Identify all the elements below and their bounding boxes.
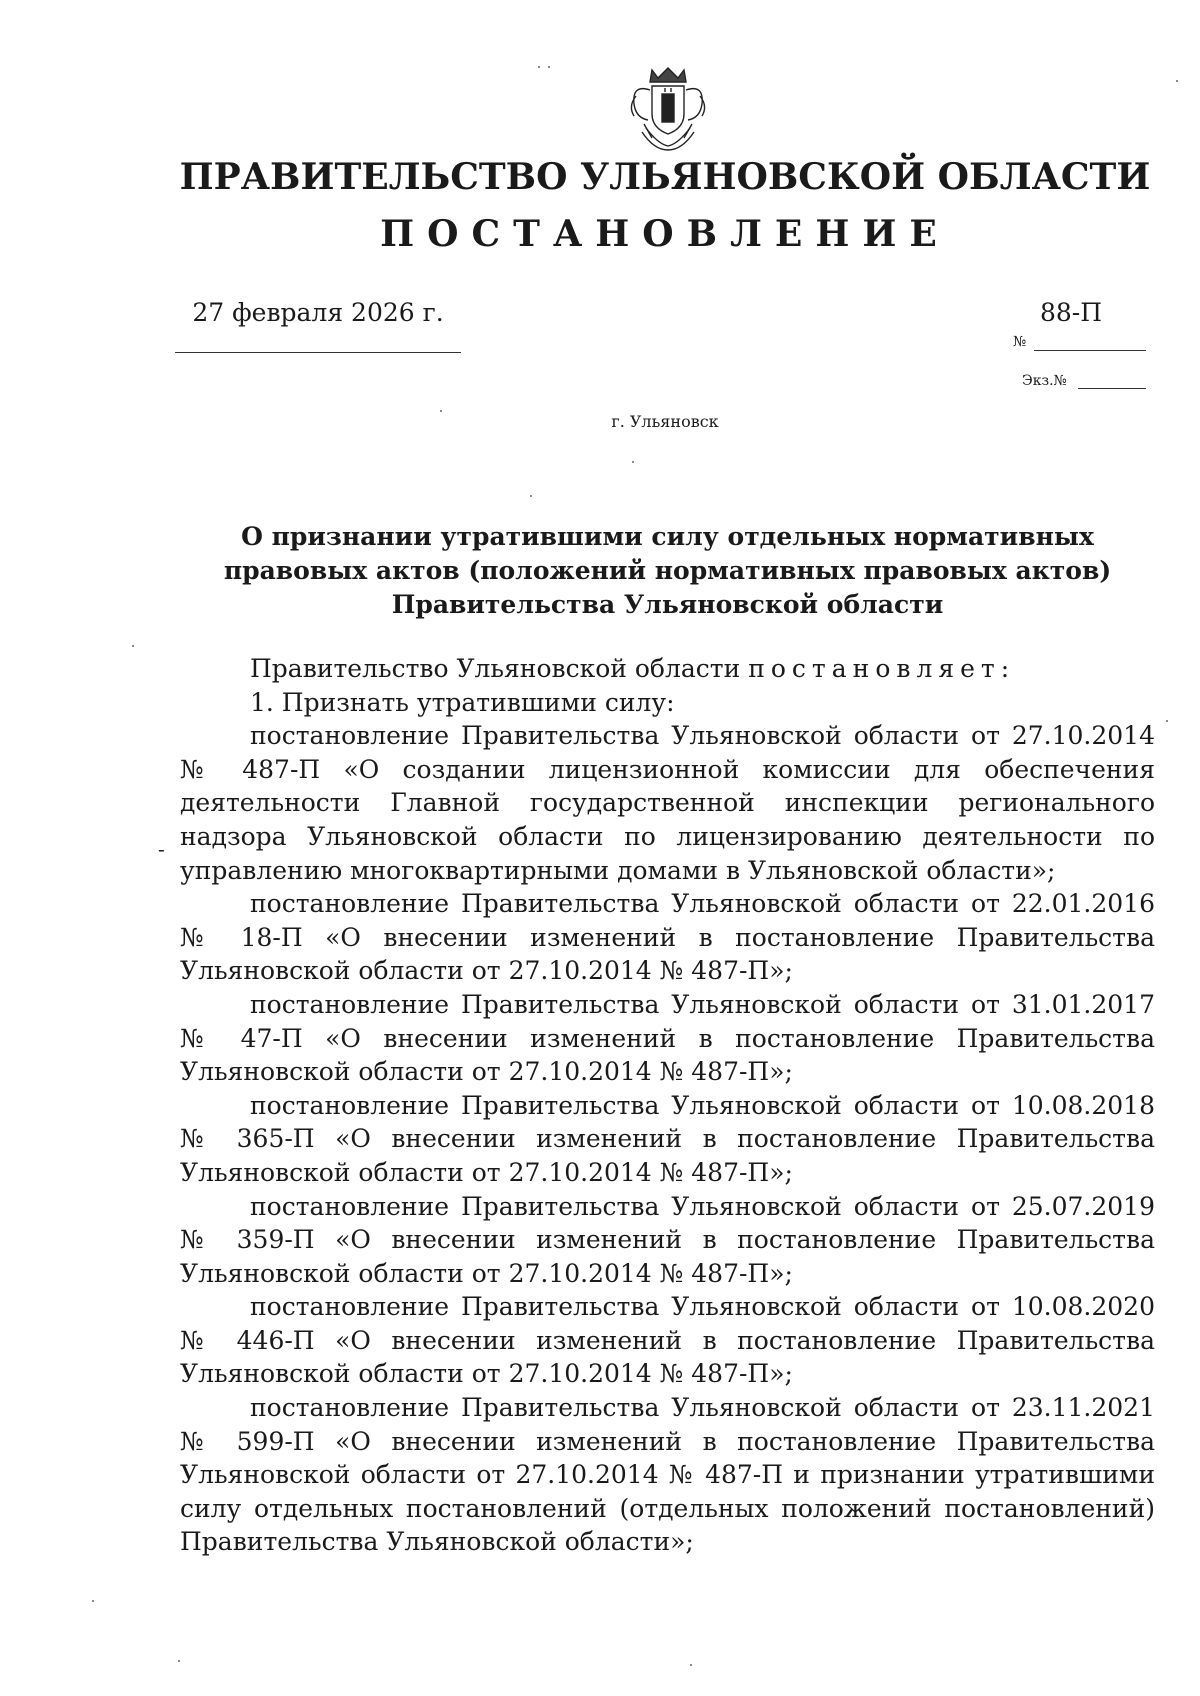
document-number: 88-П xyxy=(1040,298,1103,327)
scan-speck xyxy=(1166,720,1168,722)
preamble xyxy=(180,652,1155,686)
scan-speck xyxy=(178,1660,180,1662)
scan-speck xyxy=(1176,80,1178,82)
scan-speck xyxy=(538,66,540,68)
scan-speck xyxy=(440,410,442,412)
preamble-verb: постановляет: xyxy=(748,654,1016,683)
date-text: 27 февраля 2026 г. xyxy=(192,298,444,327)
margin-mark: - xyxy=(158,837,165,861)
city: г. Ульяновск xyxy=(611,412,719,431)
copy-number-underline xyxy=(1078,388,1146,389)
government-title: ПРАВИТЕЛЬСТВО УЛЬЯНОВСКОЙ ОБЛАСТИ xyxy=(179,156,1151,198)
number-underline xyxy=(1034,350,1146,351)
list-item: постановление Правительства Ульяновской области от 10.08.2020 № 446-П «О внесении изменений в постановление Правительства Ульяновской области от 27.10.2014 № 487-П»; xyxy=(180,1292,1155,1389)
document-body xyxy=(180,652,1155,1559)
point-1: 1. Признать утратившими силу: xyxy=(250,687,675,717)
list-item: постановление Правительства Ульяновской области от 27.10.2014 № 487-П «О создании лицензионной комиссии для обеспечения деятельности Главной государственной инспекции регионального надзора Ульяновской области по лицензированию деятельности по управлению многоквартирными домами в Ульяновской области»; xyxy=(180,721,1155,885)
number-label: № xyxy=(1013,334,1027,350)
scan-speck xyxy=(530,495,532,497)
scan-speck xyxy=(92,1600,94,1602)
list-item: постановление Правительства Ульяновской области от 31.01.2017 № 47-П «О внесении изменений в постановление Правительства Ульяновской области от 27.10.2014 № 487-П»; xyxy=(180,989,1155,1087)
list-item: постановление Правительства Ульяновской области от 22.01.2016 № 18-П «О внесении изменений в постановление Правительства Ульяновской области от 27.10.2014 № 487-П»; xyxy=(180,889,1155,986)
scan-speck xyxy=(548,66,550,68)
list-item: постановление Правительства Ульяновской области от 23.11.2021 № 599-П «О внесении изменений в постановление Правительства Ульяновской области от 27.10.2014 № 487-П и признании утратившими силу отдельных постановлений (отдельных положений постановлений) Правительства Ульяновской области»; xyxy=(180,1393,1155,1557)
list-item: постановление Правительства Ульяновской области от 25.07.2019 № 359-П «О внесении изменений в постановление Правительства Ульяновской области от 27.10.2014 № 487-П»; xyxy=(180,1191,1155,1288)
scan-speck xyxy=(690,1664,692,1666)
document-date xyxy=(175,297,461,329)
date-underline xyxy=(175,352,461,353)
document-heading: О признании утратившими силу отдельных нормативных правовых актов (положений нормативных правовых актов) Правительства Ульяновской области xyxy=(223,522,1112,619)
copy-number-label: Экз.№ xyxy=(1022,373,1067,389)
document-type: ПОСТАНОВЛЕНИЕ xyxy=(380,213,950,255)
scan-speck xyxy=(632,461,634,463)
preamble-text: Правительство Ульяновской области xyxy=(250,654,749,683)
list-item: постановление Правительства Ульяновской области от 10.08.2018 № 365-П «О внесении изменений в постановление Правительства Ульяновской области от 27.10.2014 № 487-П»; xyxy=(180,1090,1155,1187)
scan-speck xyxy=(132,645,134,647)
coat-of-arms-icon xyxy=(622,62,714,154)
